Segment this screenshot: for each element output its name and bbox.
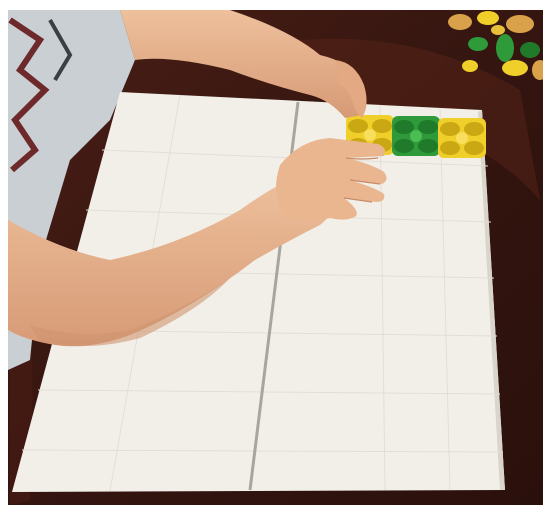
- green-piece-cluster: [392, 116, 440, 156]
- yellow-piece-cluster: [438, 118, 486, 158]
